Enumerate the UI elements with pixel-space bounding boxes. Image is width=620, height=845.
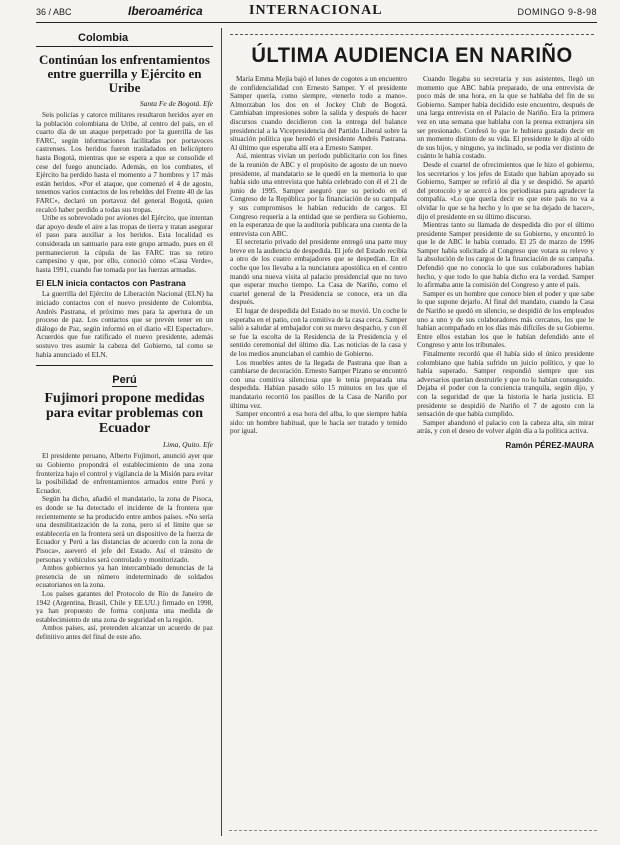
feature-paragraph: Desde el cuartel de ofrecimientos que le hizo el gobierno, los secretarios y los jefes de Estado que habían apoyado su Gobierno, Samper se refirió al día y se despidió. Se apartó del protocolo y se acercó a los periodistas para agradecer la compañía. «Lo que quería decir es que este país no va a olvidar lo que se ha hecho y lo que se ha dejado de hacer», dijo el presidente en su último discurso. bbox=[417, 160, 594, 221]
feature-paragraph: Los muebles antes de la llegada de Pastrana que iban a cambiarse de decoración. Ernesto Samper Pizano se encontró con una comitiva silenciosa que le tenía preparada una despedida. Habían pasado sólo 15 minutos en los que el mandatario recorrió los pasillos de la Casa de Nariño por última vez. bbox=[230, 358, 407, 410]
colombia-dateline: Santa Fe de Bogotá. Efe bbox=[139, 99, 213, 109]
section-iberoamerica: Iberoamérica bbox=[128, 4, 203, 18]
feature-paragraph: Mientras tanto su llamada de despedida dio por el último presidente Samper presidente de su Gobierno, y encontró lo que le de ABC le había contado. El 25 de marzo de 1996 Samper había solicitado al Congreso que votara su relevo y la absolución de los cargos de la financiación de su campaña. Defendió que no conocía lo que sus colaboradores habían hecho, y que todo lo que había dicho era la verdad. Samper lo afirmaba ante la comisión del Congreso y ante el país. bbox=[417, 221, 594, 290]
peru-paragraph: El presidente peruano, Alberto Fujimori, anunció ayer que su Gobierno propondrá el establecimiento de una zona fronteriza bajo el control y vigilancia de la Misión para evitar la posibilidad de enfrentamientos armados entre Perú y Ecuador. bbox=[36, 452, 213, 495]
colombia-paragraph: Seis policías y catorce militares resultaron heridos ayer en la población colombiana de Uribe, al centro del país, en el cuarto día de un ataque perpetrado por la guerrilla de las FARC, según informaciones facilitadas por portavoces castrenses. Los heridos fueron trasladados en helicóptero hasta Bogotá, mientras que se espera a que se consolide el cese del fuego anunciado. Además, en los combates, el Ejército ha perdido hasta el momento a 7 hombres y 17 más están heridos. «Por el ataque, que comenzó el 4 de agosto, tenemos varios contactos de los rebeldes del Frente 40 de las FARC», declaró un portavoz del general Bogotá, quien recalcó haber perdido a todas sus tropas. bbox=[36, 111, 213, 214]
peru-paragraph: Los países garantes del Protocolo de Río de Janeiro de 1942 (Argentina, Brasil, Chile y EE.UU.) firmado en 1998, ya han propuesto de forma conjunta una medida de establecimiento de una zona de seguridad en la región. bbox=[36, 589, 213, 624]
eln-paragraph: La guerrilla del Ejército de Liberación Nacional (ELN) ha iniciado contactos con el nuevo presidente de Colombia, Andrés Pastrana, el próximo mes para la apertura de un proceso de paz. Los contactos que se prevén tener en un diálogo de Paz, según informó en el diario «El Espectador». Acuerdos que fue ratificado el nuevo presidente, además sostuvo tres asumir la cabeza del Gobierno, tal como se había anunciado el ELN. bbox=[36, 290, 213, 359]
feature-paragraph: Así, mientras vivían un período publicitario con los fines de la reunión de ABC y el propósito de agosto de un nuevo presidente, al mandatario se le quedó en la memoria lo que había sido una entrevista que había celebrado con él el 21 de junio de 1995. Samper aseguró que su periodo en el Congreso de la República por la financiación de su campaña y sus compromisos le habían reducido de cargos. El Congreso requería a la entidad que se perdiera su Gobierno, en la esperanza de que la auditoría publicara una cuenta de la entrevista con ABC. bbox=[230, 152, 407, 238]
colombia-body bbox=[36, 111, 213, 274]
feature-paragraph: El secretario privado del presidente entregó una parte muy breve en la audiencia de despedida. El jefe del Estado recibía a otro de los cuatro embajadores que se despedían. En el coche que los llevaba a la nunciatura apostólica en el centro mandó una nueva visita al palacio presidencial que no tuvo que esperar mucho tiempo. La Casa de Nariño, como el cuartel general de la Presidencia se conoce, era un día después. bbox=[230, 238, 407, 307]
eln-body bbox=[36, 290, 213, 359]
colombia-label: Colombia bbox=[78, 32, 129, 44]
issue-date: DOMINGO 9-8-98 bbox=[517, 7, 597, 17]
feature-top-rule bbox=[230, 34, 594, 35]
feature-paragraph: Finalmente recordó que él había sido el único presidente colombiano que había sufrido un juicio político, y que lo había superado. Samper respondió siempre que sus adversarios querían destruirle y que no lo habían conseguido. Dejaba el poder con la conciencia tranquila, según dijo, y con la seguridad de que la historia le haría justicia. El presidente se despidió de Nariño el 7 de agosto con la sensación de que había cumplido. bbox=[417, 350, 594, 419]
feature-paragraph: El lugar de despedida del Estado no se movió. Un coche le esperaba en el patio, con la comitiva de la casa cerca. Samper salió a saludar al embajador con su nuevo despacho, y con él se fue la escolta de la Residencia de la Presidencia y el sentido ceremonial del último día. Las noticias de la casa y de los medios anunciaban el cambio de Gobierno. bbox=[230, 307, 408, 358]
feature-columns bbox=[230, 75, 594, 450]
section-divider bbox=[36, 365, 213, 366]
colombia-paragraph: Uribe es sobrevolado por aviones del Ejército, que intentan dar apoyo desde el aire a las tropas de tierra y tratan asegurar el paso para auxiliar a los heridos. Esta localidad es considerada un santuario para este grupo armado, pues en él permanecieron la cúpula de las FARC tras su retiro campesino y que, por ello, conoció cómo «Casa Verde», hasta 1991, cuando fue tomada por las fuerzas armadas. bbox=[36, 214, 213, 274]
feature-paragraph: Cuando llegaba su secretaria y sus asistentes, llegó un momento que ABC había preparado, de una entrevista de poco más de una hora, en la que se hablaba del fin de su Gobierno. Samper había decidido este encuentro, después de una larga entrevista en el Palacio de Nariño. Era la primera vez en una semana que hablaba con la prensa extranjera sin ser presionado. Confesó lo que le hubiera gustado decir en un momento distinto de su vida. El presidente le dijo al oído de sus hijos, y ninguno, ya inclinado, se podía ver distinto de cuánto le había costado. bbox=[417, 75, 594, 161]
peru-label-wrap bbox=[36, 370, 213, 388]
peru-dateline: Lima, Quito. Efe bbox=[163, 440, 213, 450]
left-column bbox=[36, 28, 213, 645]
peru-paragraph: Ambos gobiernos ya han intercambiado denuncias de la presencia de un número indeterminado de soldados ecuatorianos en la zona. bbox=[36, 564, 213, 590]
peru-body bbox=[36, 452, 213, 641]
author-signature: Ramón PÉREZ-MAURA bbox=[505, 440, 594, 450]
feature-box bbox=[221, 28, 598, 836]
page-header bbox=[36, 0, 597, 23]
colombia-label-rule bbox=[36, 28, 213, 47]
colombia-headline: Continúan los enfrentamientos entre guerrilla y Ejército en Uribe bbox=[39, 52, 210, 96]
feature-headline: ÚLTIMA AUDIENCIA EN NARIÑO bbox=[251, 44, 573, 67]
section-internacional: INTERNACIONAL bbox=[249, 3, 383, 18]
feature-column-2 bbox=[417, 75, 594, 450]
peru-headline: Fujimori propone medidas para evitar problemas con Ecuador bbox=[44, 391, 205, 437]
page-number: 36 / ABC bbox=[36, 7, 72, 17]
feature-body-2 bbox=[417, 75, 594, 436]
feature-paragraph: María Emma Mejía bajó el lunes de cogotes a un encuentro de confidencialidad con Ernesto Samper. Y el presidente Samper quería, como siempre, «tenerlo todo a mano». Almorzaban los dos en el Jockey Club de Bogotá. Cambiaban impresiones sobre la salida y después de hacer discursos cuando decidieron con la entrega del balance presidencial a la Vicepresidencia del Partido Liberal sobre la situación política que heredó el presidente Andrés Pastrana. Al último que esperaba allí era a Ernesto Samper. bbox=[230, 75, 407, 152]
peru-label: Perú bbox=[112, 374, 137, 387]
feature-inner bbox=[230, 28, 594, 450]
feature-column-1 bbox=[230, 75, 407, 450]
feature-paragraph: Samper encontró a esa hora del alba, lo que siempre había sido: un hombre habitual, que le hacía ser tratado y temido por igual. bbox=[230, 410, 407, 436]
feature-paragraph: Samper abandonó el palacio con la cabeza alta, sin mirar atrás, y con el deseo de volver algún día a la política activa. bbox=[417, 418, 594, 436]
feature-paragraph: Samper es un hombre que conoce bien el poder y que sabe lo que supone dejarlo. Al final del mandato, cuando la Casa de Nariño se quedó en silencio, se despidió de los empleados uno a uno y de sus colaboradores más cercanos, los que le habían acompañado en los días más difíciles de su Gobierno. Entre ellos estaban los que le habían defendido ante el Congreso y ante los tribunales. bbox=[417, 289, 594, 350]
eln-subheading: El ELN inicia contactos con Pastrana bbox=[36, 278, 186, 289]
peru-paragraph: Ambos países, así, pretenden alcanzar un acuerdo de paz definitivo antes del final de este año. bbox=[36, 624, 213, 641]
peru-paragraph: Según ha dicho, añadió el mandatario, la zona de Pisoca, es donde se ha detectado el incidente de la frontera que recientemente se ha producido entre ambos países. «No sería una desmilitarización de la zona, pero sí el límite que se establecería en la frontera será un dispositivo de la fuerza de Ecuador y Perú a las distancias de acuerdo con la zona de Pisoca», aseveró el jefe del Estado. Así el tránsito de personas y vehículos será controlado y monitorizado. bbox=[36, 495, 213, 564]
feature-body-1 bbox=[230, 75, 407, 436]
feature-bottom-rule bbox=[229, 830, 597, 831]
